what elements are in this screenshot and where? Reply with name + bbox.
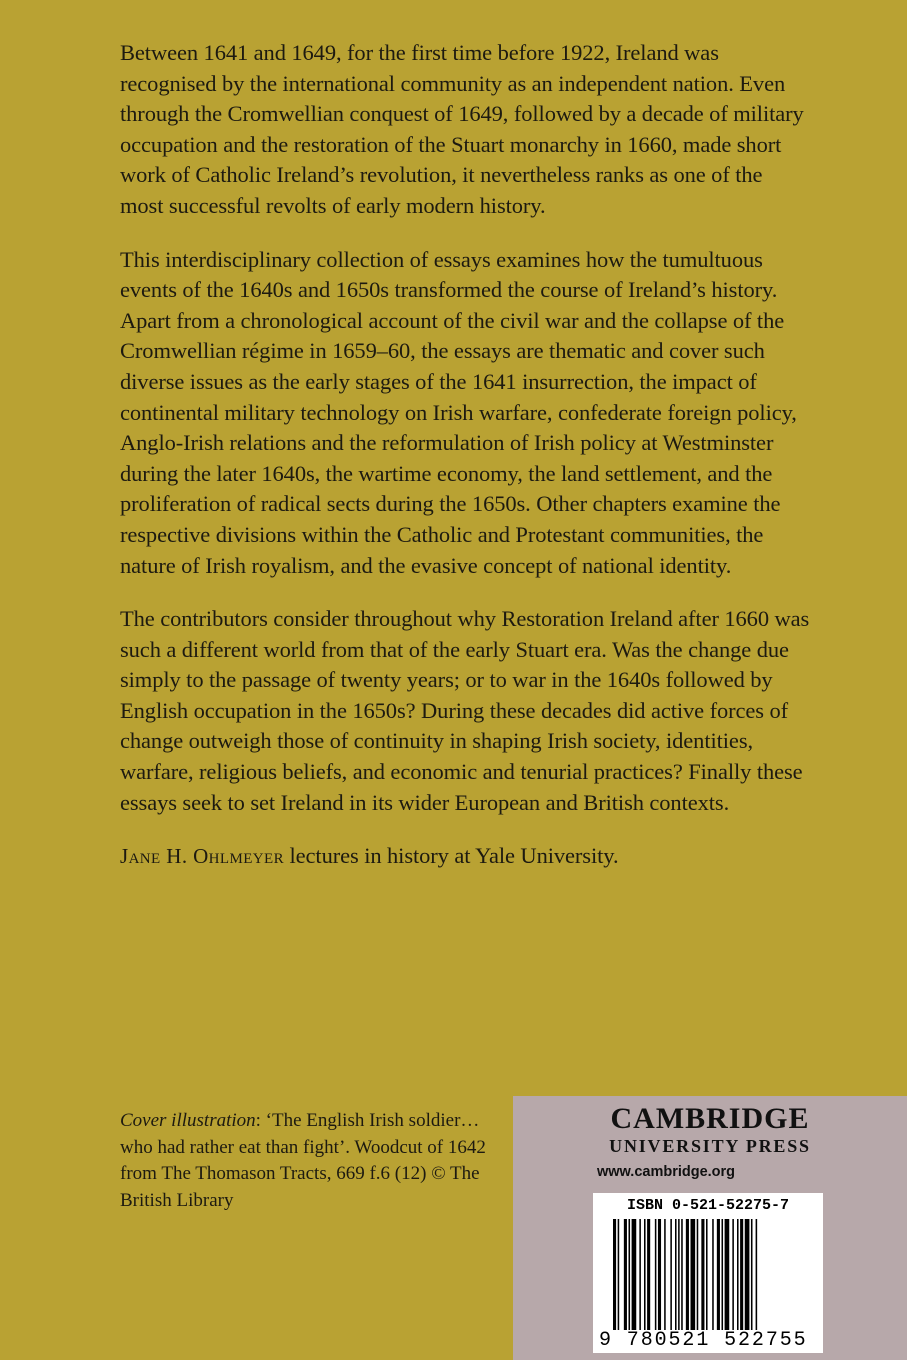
publisher-name: CAMBRIDGE <box>610 1102 810 1135</box>
barcode-bar <box>686 1219 689 1337</box>
barcode-bar <box>647 1219 650 1337</box>
barcode-bar <box>745 1219 750 1337</box>
isbn-label: ISBN 0-521-52275-7 <box>626 1197 790 1214</box>
blurb-paragraph-1: Between 1641 and 1649, for the first time before 1922, Ireland was recognised by the international community as an independent nation. Even through the Cromwellian conquest of 1649, followed by a decade of military occupation and the restoration of the Stuart monarchy in 1660, made short work of Catholic Ireland’s revolution, it nevertheless ranks as one of the most successful revolts of early modern history. <box>120 40 804 218</box>
barcode-bar <box>722 1219 724 1337</box>
publisher-block <box>513 1096 907 1360</box>
barcode-bar <box>725 1219 730 1337</box>
barcode-bar <box>613 1219 616 1337</box>
author-note <box>120 841 810 872</box>
blurb-paragraph-2: This interdisciplinary collection of essays examines how the tumultuous events of the 1640s and 1650s transformed the course of Ireland’s history. Apart from a chronological account of the civil war and the collapse of the Cromwellian régime in 1659–60, the essays are thematic and cover such diverse issues as the early stages of the 1641 insurrection, the impact of continental military technology on Irish warfare, confederate foreign policy, Anglo-Irish relations and the reformulation of Irish policy at Westminster during the later 1640s, the wartime economy, the land settlement, and the proliferation of radical sects during the 1650s. Other chapters examine the respective divisions within the Catholic and Protestant communities, the nature of Irish royalism, and the evasive concept of national identity. <box>120 246 797 578</box>
barcode-bar <box>618 1219 620 1337</box>
barcode-bar <box>624 1219 627 1337</box>
cover-illustration-text: : ‘The English Irish soldier…who had rather eat than fight’. Woodcut of 1642 from The Thomason Tracts, 669 f.6 (12) © The British Library <box>120 1110 486 1211</box>
barcode-bar <box>629 1219 631 1337</box>
publisher-press: UNIVERSITY PRESS <box>609 1136 811 1156</box>
publisher-url: www.cambridge.org <box>597 1164 736 1180</box>
ean-digits: 9 780521 522755 <box>599 1330 821 1352</box>
barcode-bar <box>701 1219 704 1337</box>
barcode-bar <box>751 1219 753 1337</box>
author-affiliation: lectures in history at Yale University. <box>283 843 619 869</box>
barcode-bar <box>732 1219 734 1337</box>
barcode-bar <box>706 1219 708 1337</box>
barcode-bar <box>697 1219 699 1337</box>
cover-illustration-credit <box>120 1108 500 1214</box>
barcode-bar <box>691 1219 696 1337</box>
barcode-graphic <box>611 1219 811 1337</box>
barcode-bar <box>717 1219 720 1337</box>
barcode-bar <box>681 1219 683 1337</box>
back-cover-blurb <box>120 38 810 895</box>
barcode-bar <box>740 1219 743 1337</box>
barcode-bar <box>655 1219 657 1337</box>
barcode-panel <box>593 1193 823 1353</box>
barcode-bar <box>712 1219 714 1337</box>
barcode-bar <box>737 1219 739 1337</box>
barcode-bar <box>756 1219 758 1337</box>
barcode-bar <box>639 1219 641 1337</box>
barcode-bar <box>632 1219 637 1337</box>
barcode-bar <box>658 1219 661 1337</box>
blurb-paragraph-3: The contributors consider throughout why Restoration Ireland after 1660 was such a different world from that of the early Stuart era. Was the change due simply to the passage of twenty years; or to war in the 1640s followed by English occupation in the 1650s? During these decades did active forces of change outweigh those of continuity in shaping Irish society, identities, warfare, religious beliefs, and economic and tenurial practices? Finally these essays seek to set Ireland in its wider European and British contexts. <box>120 606 810 815</box>
cover-illustration-label: Cover illustration <box>120 1110 256 1131</box>
barcode-bar <box>670 1219 672 1337</box>
barcode-bar <box>678 1219 680 1337</box>
barcode-bar <box>644 1219 646 1337</box>
barcode-bar <box>675 1219 677 1337</box>
barcode-bar <box>664 1219 666 1337</box>
author-name: Jane H. Ohlmeyer <box>120 844 284 869</box>
